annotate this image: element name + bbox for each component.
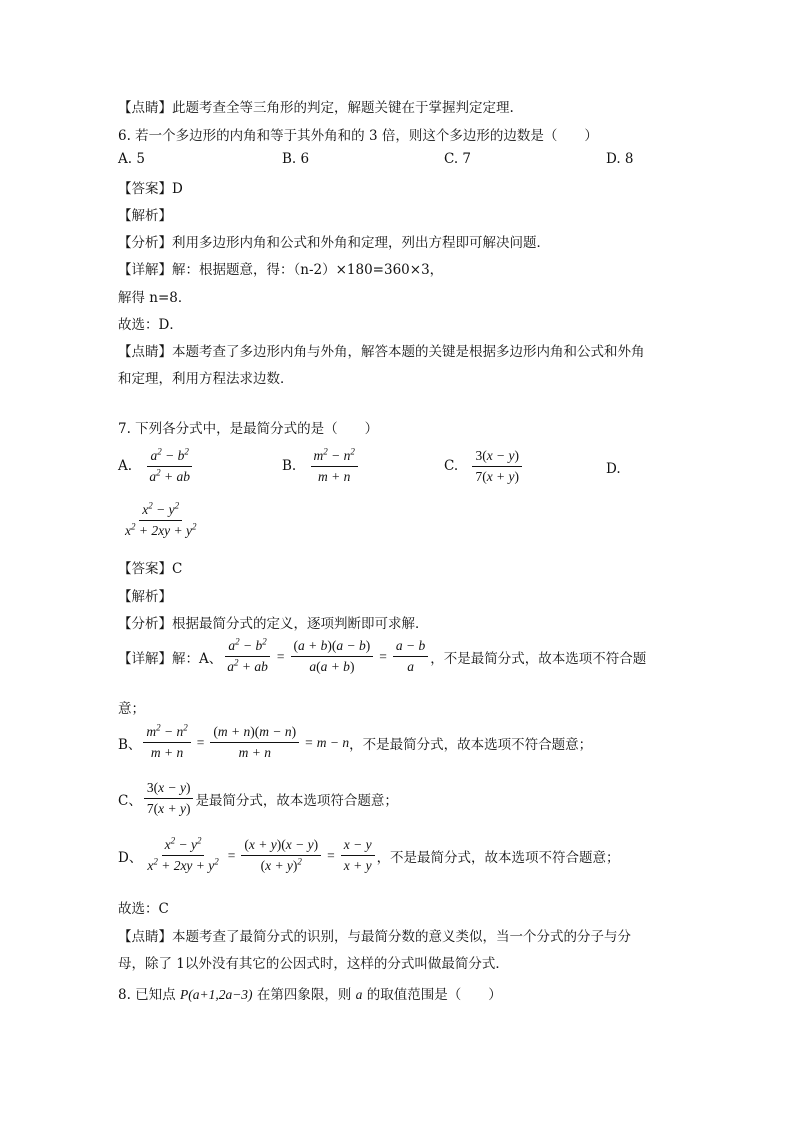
q7-option-b-fraction: $\frac{m^2 - n^2}{m + n}$: [311, 448, 358, 485]
q7-analysis-heading: 【解析】: [118, 589, 172, 605]
question-7-stem: 7. 下列各分式中，是最简分式的是（ ）: [118, 421, 379, 437]
q6-dianjing-line2: 和定理，利用方程法求边数．: [118, 371, 294, 387]
q7-detail-c-suffix: 是最简分式，故本选项符合题意；: [195, 792, 398, 809]
q6-analysis-heading: 【解析】: [118, 208, 172, 224]
q7-option-a: [118, 448, 195, 485]
q7-detail-c: C、 $\frac{3(x - y)}{7(x + y)}$ 是最简分式，故本选项符合题意；: [118, 780, 398, 816]
q7-choose: 故选：C: [118, 901, 169, 917]
q6-option-d: D. 8: [606, 151, 634, 167]
q7-detail-b-suffix: ，不是最简分式，故本选项不符合题意；: [349, 736, 593, 753]
q7-option-b-label: B.: [282, 458, 297, 474]
q7-detail-d: D、 $\frac{x^2 - y^2}{x^2 + 2xy + y^2}$ = $\frac{(x + y)(x - y)}{(x + y)^2}$ = $\frac{x - y}{x + y}$ ，不是最简分式，故本选项不符合题意；: [118, 835, 620, 873]
q7-dianjing-line2: 母，除了 1以外没有其它的公因式时，这样的分式叫做最简分式．: [118, 956, 509, 972]
q6-fenxi: 【分析】利用多边形内角和公式和外角和定理，列出方程即可解决问题．: [118, 235, 550, 251]
q7-detail-d-suffix: ，不是最简分式，故本选项不符合题意；: [376, 849, 620, 866]
q8-stem-suffix: 的取值范围是（ ）: [366, 987, 502, 1003]
q6-dianjing-line1: 【点睛】本题考查了多边形内角与外角，解答本题的关键是根据多边形内角和公式和外角: [118, 344, 645, 360]
q7-option-d-fraction: $\frac{x^2 - y^2}{x^2 + 2xy + y^2}$: [125, 500, 197, 538]
q8-stem-prefix: 8. 已知点: [118, 987, 176, 1003]
q7-detail-c-prefix: C、: [118, 792, 142, 809]
q8-variable: a: [355, 987, 363, 1002]
q6-detail: 【详解】解：根据题意，得：（n-2）×180=360×3，: [118, 262, 444, 278]
q7-detail-a-prefix: 【详解】解：A、: [118, 650, 223, 667]
q7-detail-a: 【详解】解：A、 $\frac{a^2 - b^2}{a^2 + ab}$ = $\frac{(a + b)(a - b)}{a(a + b)}$ = $\frac{a - b}{a}$ ，不是最简分式，故本选项不符合题: [118, 636, 647, 674]
q7-option-a-fraction: $\frac{a^2 - b^2}{a^2 + ab}$: [149, 446, 190, 484]
q7-option-d: D.: [606, 461, 621, 477]
q7-detail-b-prefix: B、: [118, 736, 142, 753]
q8-point: P(a+1,2a−3): [179, 987, 253, 1002]
q7-option-c: [444, 448, 524, 485]
q7-detail-b: B、 $\frac{m^2 - n^2}{m + n}$ = $\frac{(m + n)(m - n)}{m + n}$ = m − n ，不是最简分式，故本选项不符合题意；: [118, 722, 593, 760]
q7-dianjing-line1: 【点睛】本题考查了最简分式的识别，与最简分数的意义类似，当一个分式的分子与分: [118, 929, 631, 945]
question-8-stem: [118, 983, 502, 1003]
q6-option-c: C. 7: [444, 151, 472, 167]
q7-option-a-label: A.: [118, 458, 133, 474]
q7-option-b: [282, 448, 360, 485]
question-6-stem: 6. 若一个多边形的内角和等于其外角和的 3 倍，则这个多边形的边数是（ ）: [118, 128, 598, 144]
q6-option-b: B. 6: [282, 151, 310, 167]
q7-option-c-label: C.: [444, 458, 459, 474]
q6-solve: 解得 n=8．: [118, 290, 192, 306]
q6-choose: 故选：D．: [118, 317, 183, 333]
q7-option-c-fraction: $\frac{3(x - y)}{7(x + y)}$: [472, 448, 522, 485]
q6-answer: 【答案】D: [118, 181, 183, 197]
q6-option-a: A. 5: [118, 151, 145, 167]
q7-detail-d-prefix: D、: [118, 849, 143, 866]
q7-detail-a-suffix: ，不是最简分式，故本选项不符合题: [430, 650, 647, 667]
q7-fenxi: 【分析】根据最简分式的定义，逐项判断即可求解．: [118, 616, 429, 632]
q7-detail-a-cont: 意；: [118, 701, 145, 717]
dianjing-previous: 【点睛】此题考查全等三角形的判定，解题关键在于掌握判定定理.: [118, 100, 514, 116]
q7-answer: 【答案】C: [118, 561, 183, 577]
q8-stem-mid: 在第四象限，则: [256, 987, 352, 1003]
